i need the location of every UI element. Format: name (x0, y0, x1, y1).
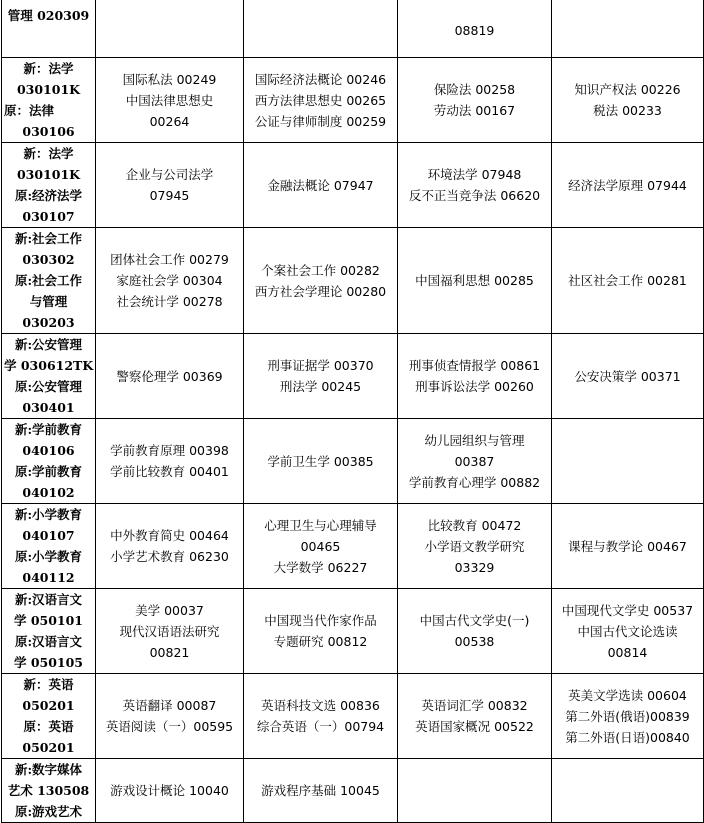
major-line: 040102 (22, 485, 75, 500)
major-line: 030101K (16, 167, 81, 182)
major-line: 050201 (22, 740, 75, 755)
course-line: 现代汉语语法研究 (119, 623, 220, 639)
course-line: 经济法学原理 07944 (568, 177, 687, 193)
table-row (2, 228, 704, 334)
course-line: 国际私法 00249 (122, 71, 217, 87)
course-line: 中国福利思想 00285 (415, 273, 534, 288)
major-line: 新:汉语言文 (14, 592, 83, 607)
major-line: 030401 (22, 400, 75, 415)
course-line: 家庭社会学 00304 (116, 273, 223, 288)
course-line: 专题研究 00812 (273, 634, 368, 649)
course-cell (398, 0, 552, 58)
course-line: 英美文学选读 00604 (568, 687, 687, 703)
course-cell (96, 504, 244, 589)
course-line: 00821 (149, 644, 190, 660)
major-line: 新：法学 (23, 146, 74, 161)
course-line: 幼儿园组织与管理 (424, 432, 525, 448)
course-cell (552, 58, 704, 143)
course-cell (244, 228, 398, 334)
course-cell (552, 759, 704, 823)
course-cell (244, 504, 398, 589)
table-body (2, 0, 704, 823)
course-cell (244, 759, 398, 823)
major-line: 新:学前教育 (14, 422, 83, 437)
course-cell (96, 0, 244, 58)
major-line: 学 030612TK (4, 358, 94, 373)
course-line: 大学数学 06227 (273, 559, 368, 575)
course-cell (552, 504, 704, 589)
major-line: 原:汉语言文 (14, 634, 83, 649)
course-mapping-table (1, 0, 704, 823)
major-line: 050201 (22, 698, 75, 713)
major-line: 新:社会工作 (14, 231, 83, 246)
course-line: 知识产权法 00226 (574, 82, 681, 97)
major-line: 学 050105 (13, 655, 84, 670)
course-line: 反不正当竞争法 06620 (408, 188, 541, 203)
major-cell (2, 334, 96, 419)
course-cell (96, 759, 244, 823)
course-cell (552, 674, 704, 759)
major-line: 管理 020309 (7, 8, 90, 23)
major-line: 040107 (22, 528, 75, 543)
course-line: 西方法律思想史 00265 (254, 92, 387, 108)
major-line: 原:小学教育 (14, 549, 83, 564)
course-line: 团体社会工作 00279 (110, 252, 229, 267)
course-line: 刑事诉讼法学 00260 (415, 379, 534, 394)
course-line: 个案社会工作 00282 (261, 262, 380, 278)
course-line: 心理卫生与心理辅导 (264, 517, 377, 533)
course-line: 社会统计学 00278 (116, 294, 223, 309)
major-cell (2, 0, 96, 58)
course-line: 英语词汇学 00832 (421, 698, 528, 713)
course-line: 小学艺术教育 06230 (110, 549, 229, 564)
course-cell (96, 334, 244, 419)
course-line: 07945 (149, 188, 190, 203)
course-cell (244, 419, 398, 504)
course-line: 00538 (454, 634, 495, 649)
major-line: 030107 (22, 209, 75, 224)
course-line: 第二外语(日语)00840 (565, 729, 690, 745)
course-line: 学前卫生学 00385 (267, 453, 374, 469)
table-row (2, 0, 704, 58)
course-line: 00465 (300, 538, 341, 554)
major-cell (2, 674, 96, 759)
table-row (2, 334, 704, 419)
course-cell (96, 228, 244, 334)
major-line: 原:经济法学 (14, 188, 83, 203)
course-cell (552, 0, 704, 58)
table-row (2, 143, 704, 228)
course-cell (244, 58, 398, 143)
major-cell (2, 228, 96, 334)
course-line: 游戏设计概论 10040 (110, 783, 229, 798)
course-line: 金融法概论 07947 (267, 177, 374, 193)
major-line: 新：法学 (23, 61, 74, 76)
course-line: 中国现代文学史 00537 (561, 602, 694, 618)
course-line: 英语科技文选 00836 (261, 698, 380, 713)
course-line: 税法 00233 (593, 103, 662, 118)
course-line: 刑法学 00245 (279, 379, 362, 394)
course-line: 英语国家概况 00522 (415, 719, 534, 734)
major-line: 030101K (16, 82, 81, 97)
course-cell (552, 589, 704, 674)
course-cell (552, 228, 704, 334)
major-line: 艺术 130508 (7, 783, 90, 798)
major-line: 040106 (22, 443, 75, 458)
course-line: 英语翻译 00087 (122, 698, 217, 713)
course-cell (398, 504, 552, 589)
major-cell (2, 589, 96, 674)
course-cell (398, 228, 552, 334)
course-cell (552, 419, 704, 504)
course-line: 企业与公司法学 (125, 167, 214, 182)
course-cell (398, 334, 552, 419)
course-cell (398, 674, 552, 759)
course-line: 00387 (454, 453, 495, 469)
course-line: 刑事侦查情报学 00861 (408, 358, 541, 373)
course-cell (244, 674, 398, 759)
course-cell (96, 143, 244, 228)
course-cell (244, 0, 398, 58)
course-line: 游戏程序基础 10045 (261, 783, 380, 798)
course-line: 中国法律思想史 (125, 92, 214, 108)
course-line: 08819 (454, 22, 495, 38)
course-cell (244, 334, 398, 419)
major-line: 原：法律 (4, 103, 55, 118)
major-line: 原:公安管理 (14, 379, 83, 394)
table-row (2, 419, 704, 504)
major-cell (2, 504, 96, 589)
course-line: 公安决策学 00371 (574, 368, 681, 384)
course-line: 第二外语(俄语)00839 (565, 708, 690, 724)
major-line: 学 050101 (13, 613, 84, 628)
course-line: 国际经济法概论 00246 (254, 71, 387, 87)
major-line: 原:社会工作 (14, 273, 83, 288)
course-cell (96, 58, 244, 143)
table-row (2, 58, 704, 143)
course-cell (244, 589, 398, 674)
course-line: 03329 (454, 559, 495, 575)
course-cell (398, 143, 552, 228)
course-line: 中国现当代作家作品 (264, 613, 377, 628)
course-line: 00264 (149, 113, 190, 129)
course-cell (398, 759, 552, 823)
course-line: 中外教育简史 00464 (110, 528, 229, 543)
major-line: 原:学前教育 (14, 464, 83, 479)
course-line: 警察伦理学 00369 (116, 368, 223, 384)
course-line: 英语阅读（一）00595 (105, 719, 234, 734)
course-cell (552, 143, 704, 228)
major-line: 与管理 (29, 294, 68, 309)
table-row (2, 504, 704, 589)
course-line: 学前教育原理 00398 (110, 443, 229, 458)
course-line: 比较教育 00472 (427, 517, 522, 533)
major-line: 040112 (22, 570, 75, 585)
major-cell (2, 759, 96, 823)
course-cell (552, 334, 704, 419)
major-line: 新:公安管理 (14, 337, 83, 352)
course-line: 00814 (607, 644, 648, 660)
table-row (2, 589, 704, 674)
course-cell (96, 674, 244, 759)
major-cell (2, 143, 96, 228)
major-line: 新:数字媒体 (14, 762, 83, 777)
course-line: 学前比较教育 00401 (110, 464, 229, 479)
major-line: 原：英语 (23, 719, 74, 734)
course-line: 刑事证据学 00370 (267, 358, 374, 373)
course-cell (96, 419, 244, 504)
course-line: 中国古代文学史(一) (419, 613, 530, 628)
course-line: 公证与律师制度 00259 (254, 113, 387, 129)
course-line: 西方社会学理论 00280 (254, 283, 387, 299)
major-cell (2, 419, 96, 504)
course-line: 环境法学 07948 (427, 167, 522, 182)
course-cell (398, 419, 552, 504)
course-line: 综合英语（一）00794 (256, 719, 385, 734)
table-row (2, 759, 704, 823)
major-line: 原:游戏艺术 (14, 804, 83, 819)
major-line: 新:小学教育 (14, 507, 83, 522)
major-cell (2, 58, 96, 143)
course-line: 保险法 00258 (433, 82, 516, 97)
table-row (2, 674, 704, 759)
major-line: 030203 (22, 315, 75, 330)
major-line: 030106 (22, 124, 75, 139)
course-line: 劳动法 00167 (433, 103, 516, 118)
course-cell (244, 143, 398, 228)
course-line: 美学 00037 (135, 602, 204, 618)
course-line: 社区社会工作 00281 (568, 273, 687, 288)
course-cell (96, 589, 244, 674)
course-cell (398, 589, 552, 674)
course-cell (398, 58, 552, 143)
major-line: 030302 (22, 252, 75, 267)
course-line: 课程与教学论 00467 (568, 538, 687, 554)
course-line: 中国古代文论选读 (577, 623, 678, 639)
course-line: 学前教育心理学 00882 (408, 474, 541, 490)
course-line: 小学语文教学研究 (424, 538, 525, 554)
major-line: 新：英语 (23, 677, 74, 692)
